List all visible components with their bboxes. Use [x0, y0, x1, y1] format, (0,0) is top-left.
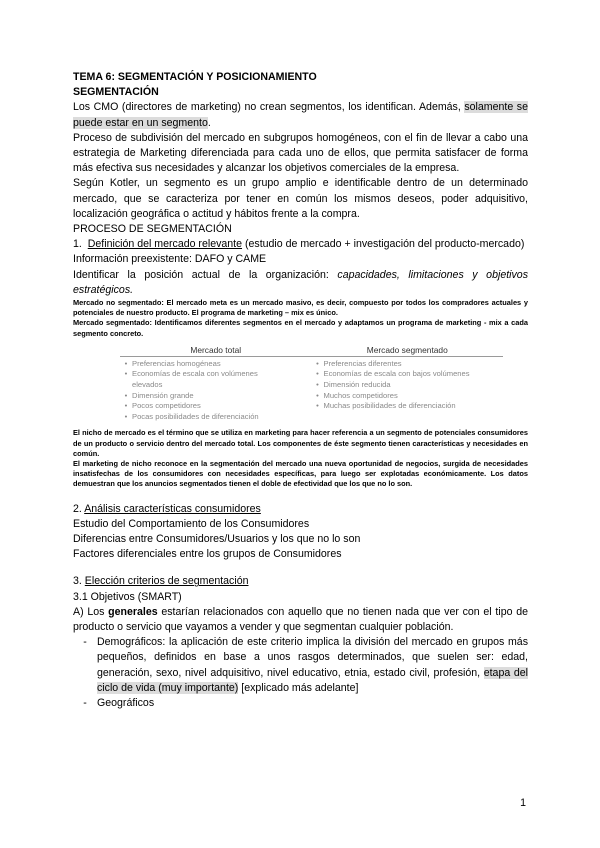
list-item: • Pocos competidores	[124, 401, 201, 411]
bold-text: generales	[108, 605, 158, 618]
highlighted-text: solamente se puede estar en un segmento	[73, 101, 528, 129]
italic-text: capacidades, limitaciones y objetivos estratégicos.	[73, 268, 528, 296]
paragraph-cmo	[73, 100, 528, 130]
paragraph-kotler: Según Kotler, un segmento es un grupo amplio e identificable dentro de un determinado mercado, que se caracteriza por tener en común los mismos deseos, poder adquisitivo, localización geográfica o actitud y hábitos frente a la compra.	[73, 177, 528, 220]
list-item: • Pocas posibilidades de diferenciación	[124, 411, 259, 421]
header-total-market: Mercado total	[190, 344, 242, 355]
text-run: estarían relacionados con aquello que no tienen nada que ver con el tipo de producto o servicio que vayamos a vender y que segmentan cualquier población.	[73, 605, 528, 634]
list-item-geographic	[73, 696, 528, 711]
section-heading: SEGMENTACIÓN	[73, 86, 159, 99]
market-comparison-table	[120, 345, 503, 423]
document-page	[73, 70, 528, 711]
column-segmented-market	[312, 359, 504, 423]
text-run: A) Los	[73, 605, 109, 618]
text-run: [explicado más adelante]	[238, 681, 359, 694]
objectives-heading: 3.1 Objetivos (SMART)	[73, 590, 182, 603]
step-2	[73, 502, 528, 517]
note-segmented: Mercado segmentado: Identificamos diferentes segmentos en el mercado y adaptamos un programa de marketing - mix a cada segmento concreto.	[73, 318, 528, 338]
list-item: • Dimensión grande	[124, 390, 194, 400]
text-run: Demográficos: la aplicación de este criterio implica la división del mercado en grupos más pequeños, definidos en base a unos rasgos determinados, que suelen ser: edad, generación, sexo, nivel adquisitivo, nivel educativo, etnia, estado civil, profesión,	[97, 636, 528, 679]
step-2-line: Diferencias entre Consumidores/Usuarios y los que no lo son	[73, 533, 361, 546]
list-item: • Muchas posibilidades de diferenciación	[316, 401, 456, 411]
note-niche: El nicho de mercado es el término que se utiliza en marketing para hacer referencia a un segmento de potenciales consumidores de un producto o servicio dentro del mercado total. Los componentes de éste segmento tienen características y necesidades en común.	[73, 428, 528, 458]
step-number: 3.	[73, 575, 82, 588]
text-run: Los CMO (directores de marketing) no crean segmentos, los identifican. Además,	[73, 101, 465, 114]
header-segmented-market: Mercado segmentado	[366, 344, 448, 355]
step-title: Análisis características consumidores	[84, 502, 261, 515]
list-item: • Dimensión reducida	[316, 380, 391, 390]
list-item-demographic	[73, 635, 528, 696]
dash-bullet: -	[83, 636, 87, 649]
paragraph-general-criteria	[73, 605, 528, 635]
column-total-market	[120, 359, 312, 423]
step-number: 1.	[73, 238, 82, 251]
note-niche-marketing: El marketing de nicho reconoce en la segmentación del mercado una nueva oportunidad de negocios, surgida de necesidades insatisfechas de los consumidores con necesidades específicas, para luego ser explotadas económicamente. Los datos demuestran que los anuncios segmentados tienen el doble de efectividad que los que no lo son.	[73, 459, 528, 489]
identify-position	[73, 268, 528, 298]
step-description: (estudio de mercado + investigación del producto-mercado)	[242, 238, 525, 251]
highlighted-text: etapa del ciclo de vida (muy importante)	[97, 666, 528, 694]
note-unsegmented: Mercado no segmentado: El mercado meta es un mercado masivo, es decir, compuesto por todos los compradores actuales y potenciales de nuestro producto. El programa de marketing – mix es único.	[73, 298, 528, 318]
list-item: • Muchos competidores	[316, 390, 398, 400]
list-item: • Preferencias diferentes	[316, 358, 402, 368]
process-heading: PROCESO DE SEGMENTACIÓN	[73, 223, 232, 236]
step-2-line: Estudio del Comportamiento de los Consumidores	[73, 517, 310, 530]
table-header	[120, 345, 503, 357]
page-title: TEMA 6: SEGMENTACIÓN Y POSICIONAMIENTO	[73, 71, 317, 83]
list-item: • Economías de escala con volúmenes elevados	[124, 369, 258, 390]
page-number: 1	[520, 797, 526, 809]
paragraph-definition: Proceso de subdivisión del mercado en subgrupos homogéneos, con el fin de llevar a cabo una estrategia de Marketing diferenciada para cada uno de ellos, que permita satisfacer de forma más efectiva sus necesidades y alcanzar los objetivos comerciales de la empresa.	[73, 131, 528, 175]
text-run: Geográficos	[97, 697, 155, 710]
step-2-line: Factores diferenciales entre los grupos de Consumidores	[73, 548, 342, 561]
step-number: 2.	[73, 502, 82, 515]
step-title: Elección criterios de segmentación	[84, 575, 249, 588]
info-preexisting: Información preexistente: DAFO y CAME	[73, 253, 267, 266]
list-item: • Economías de escala con bajos volúmenes	[316, 369, 470, 379]
text-run: .	[207, 116, 211, 129]
step-1	[73, 237, 528, 252]
text-run: Identificar la posición actual de la organización:	[73, 268, 338, 281]
step-3	[73, 574, 528, 589]
step-title: Definición del mercado relevante	[87, 238, 243, 251]
dash-bullet: -	[83, 697, 87, 710]
list-item: • Preferencias homogéneas	[124, 358, 221, 368]
